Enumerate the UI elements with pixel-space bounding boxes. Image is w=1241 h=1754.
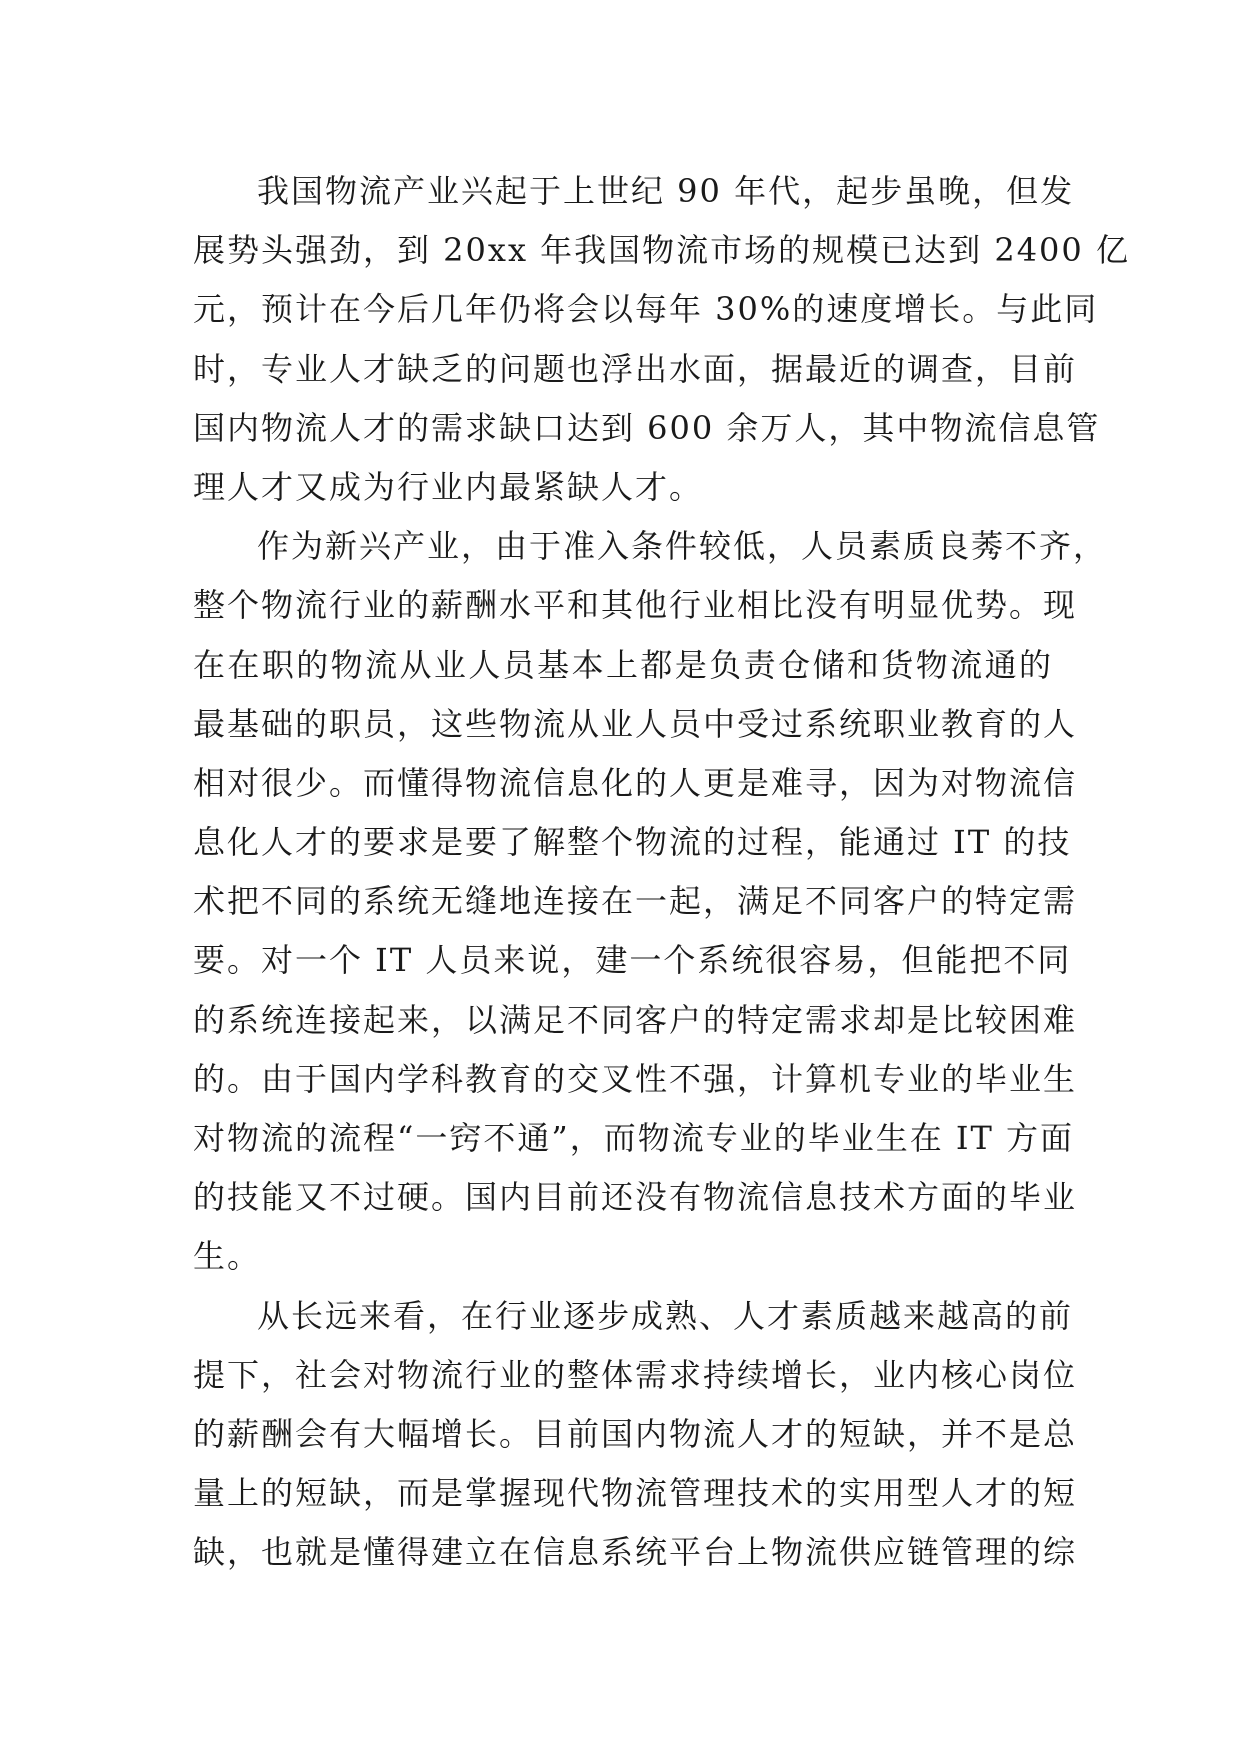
text-line: 缺，也就是懂得建立在信息系统平台上物流供应链管理的综 (193, 1533, 1078, 1572)
paragraph-2 (193, 517, 1108, 1286)
text-line: 国内物流人才的需求缺口达到 600 余万人，其中物流信息管 (193, 408, 1101, 447)
text-line: 术把不同的系统无缝地连接在一起，满足不同客户的特定需 (193, 882, 1078, 921)
text-line: 的技能又不过硬。国内目前还没有物流信息技术方面的毕业 (193, 1178, 1078, 1217)
text-line: 要。对一个 IT 人员来说，建一个系统很容易，但能把不同 (193, 941, 1072, 980)
text-line: 时，专业人才缺乏的问题也浮出水面，据最近的调查，目前 (193, 349, 1078, 388)
text-line: 相对很少。而懂得物流信息化的人更是难寻，因为对物流信 (193, 763, 1078, 802)
text-line: 对物流的流程“一窍不通”，而物流专业的毕业生在 IT 方面 (193, 1119, 1075, 1157)
text-line: 从长远来看，在行业逐步成熟、人才素质越来越高的前 (257, 1296, 1074, 1335)
text-line: 作为新兴产业，由于准入条件较低，人员素质良莠不齐， (257, 527, 1108, 566)
text-line: 在在职的物流从业人员基本上都是负责仓储和货物流通的 (193, 645, 1053, 684)
text-line: 理人才又成为行业内最紧缺人才。 (193, 467, 704, 506)
text-line: 元，预计在今后几年仍将会以每年 30%的速度增长。与此同 (193, 290, 1099, 329)
text-line: 的系统连接起来，以满足不同客户的特定需求却是比较困难 (193, 1000, 1078, 1039)
text-line: 的。由于国内学科教育的交叉性不强，计算机专业的毕业生 (193, 1059, 1078, 1098)
text-line: 的薪酬会有大幅增长。目前国内物流人才的短缺，并不是总 (193, 1414, 1078, 1453)
text-line: 息化人才的要求是要了解整个物流的过程，能通过 IT 的技 (193, 823, 1072, 862)
text-line: 整个物流行业的薪酬水平和其他行业相比没有明显优势。现 (193, 586, 1078, 625)
text-line: 量上的短缺，而是掌握现代物流管理技术的实用型人才的短 (193, 1474, 1078, 1513)
text-line: 生。 (193, 1237, 262, 1276)
paragraph-1 (193, 162, 1130, 517)
paragraph-3 (193, 1287, 1078, 1583)
text-line: 提下，社会对物流行业的整体需求持续增长，业内核心岗位 (193, 1355, 1078, 1394)
body-text (193, 162, 1130, 1583)
text-line: 最基础的职员，这些物流从业人员中受过系统职业教育的人 (193, 704, 1078, 743)
text-line: 我国物流产业兴起于上世纪 90 年代，起步虽晚，但发 (257, 172, 1075, 210)
text-line: 展势头强劲，到 20xx 年我国物流市场的规模已达到 2400 亿 (193, 231, 1130, 270)
